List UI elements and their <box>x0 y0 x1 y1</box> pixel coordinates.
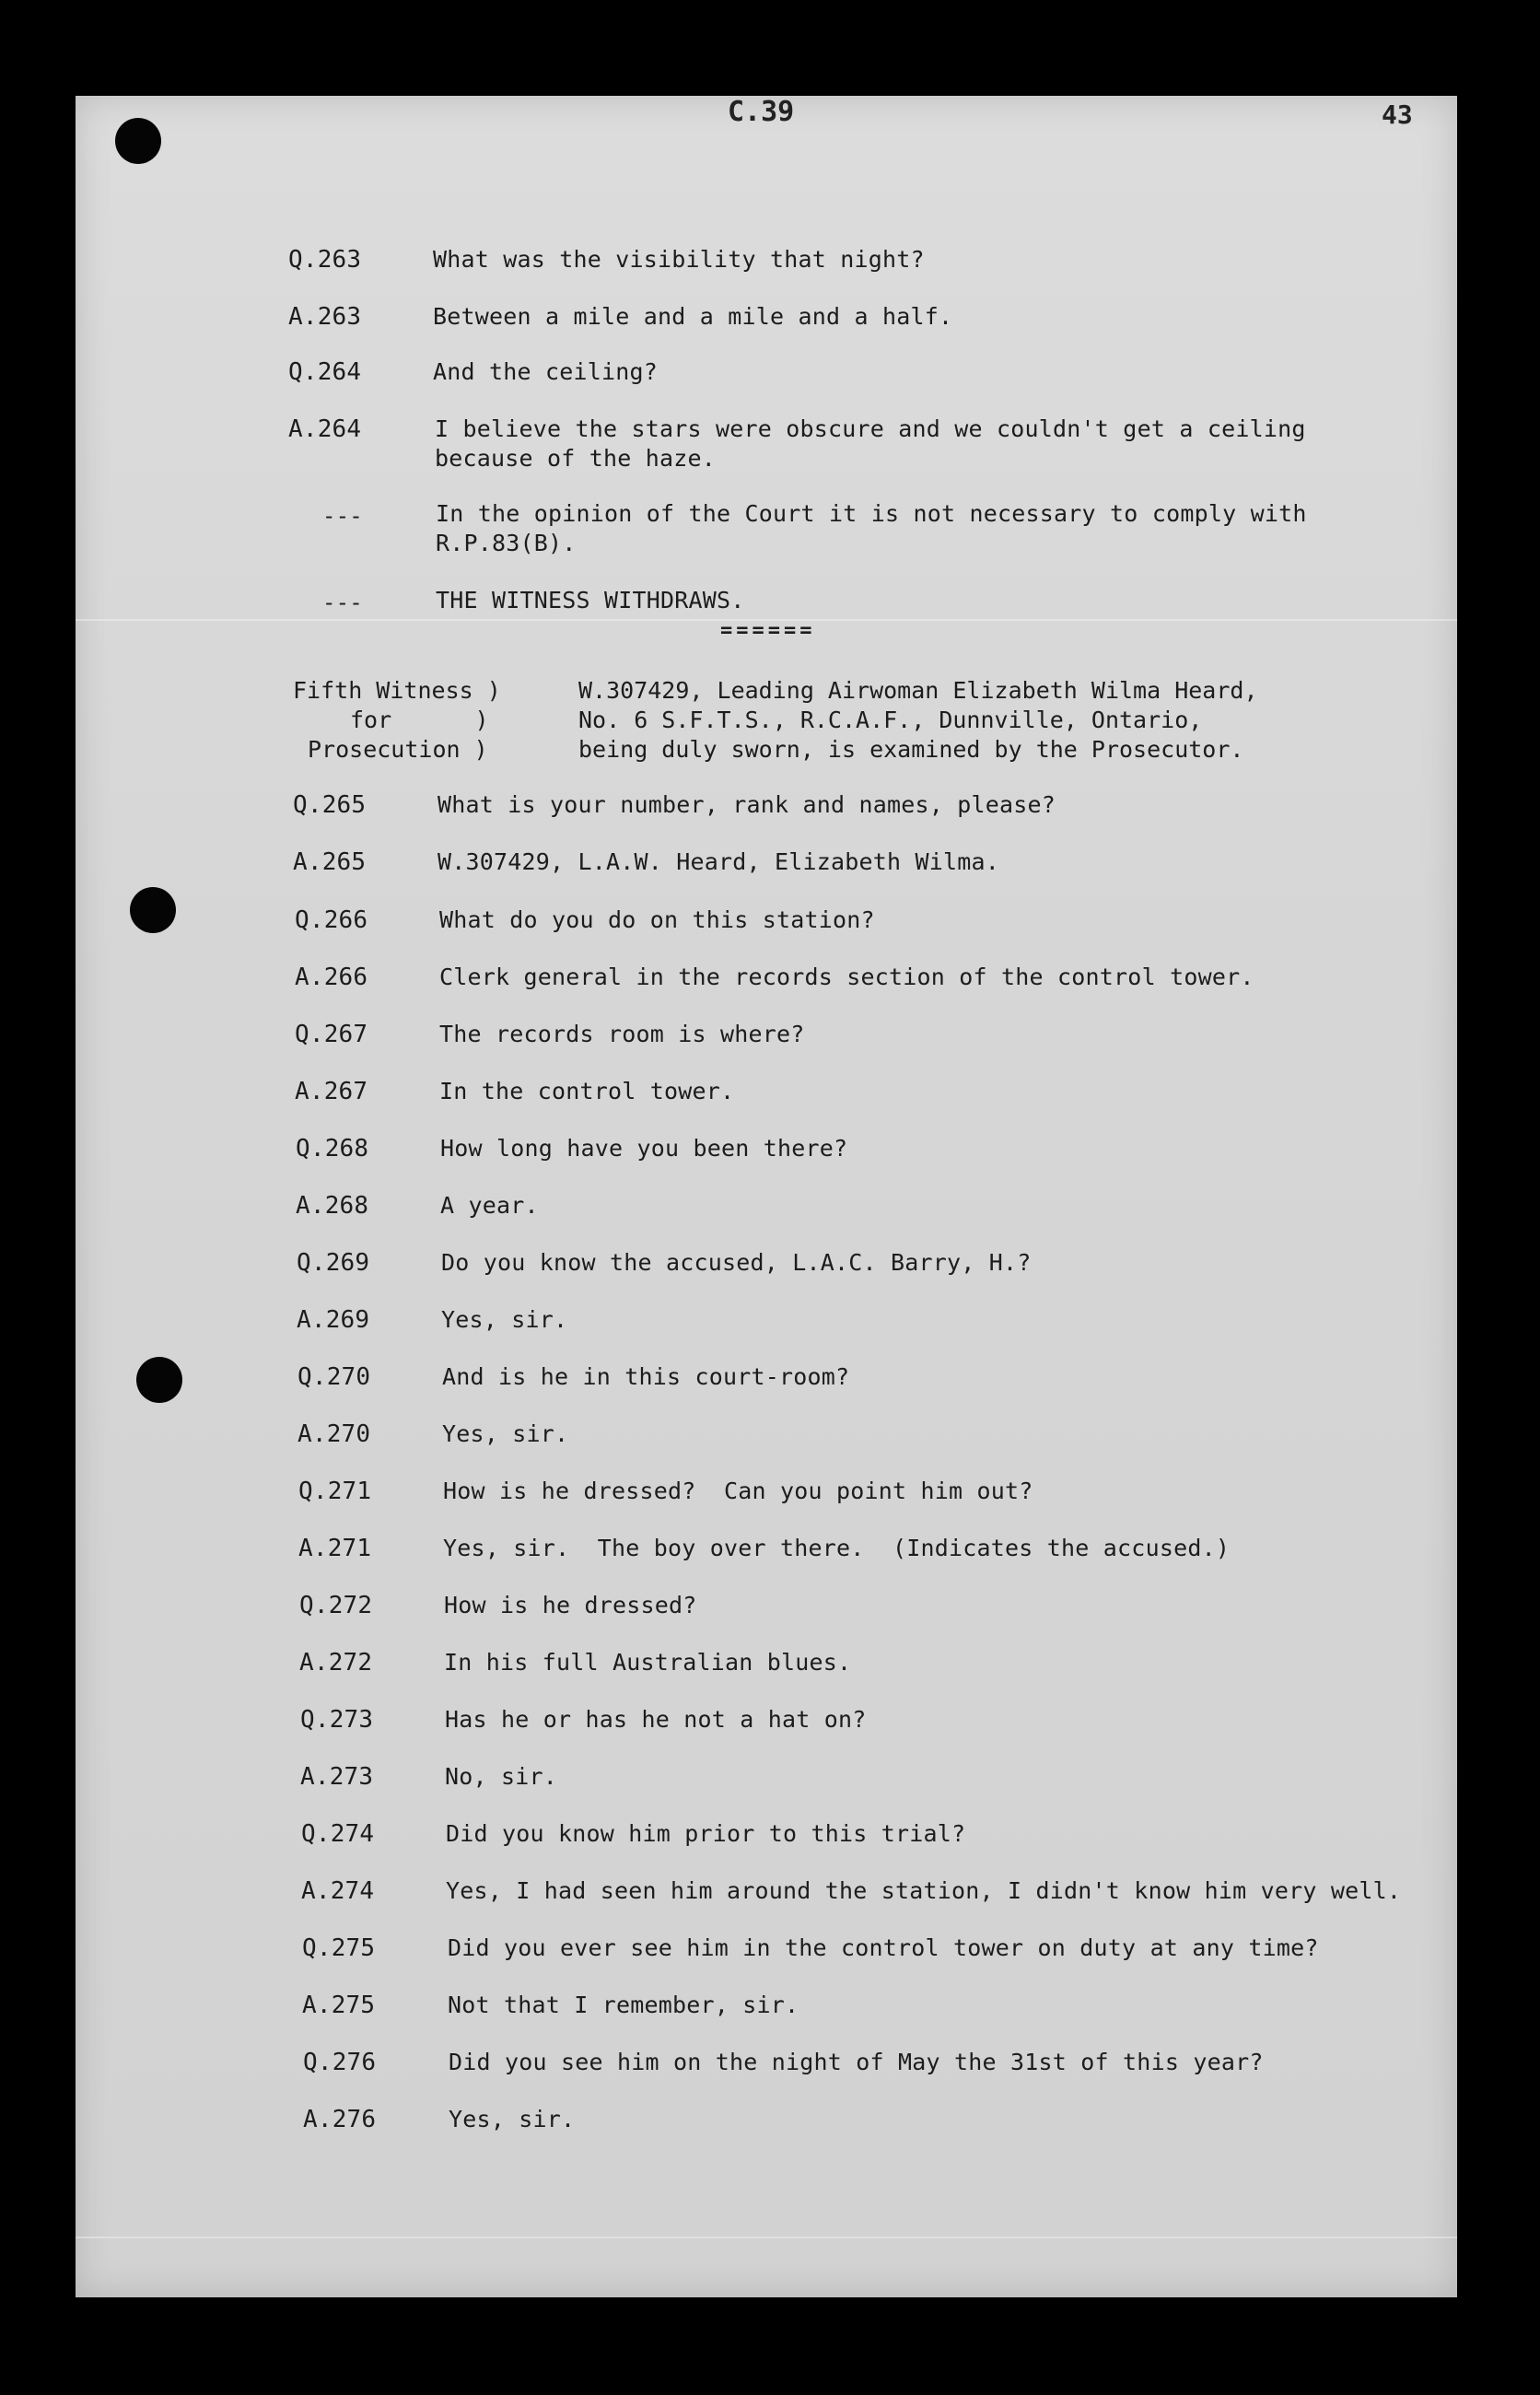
witness-caption-left: Fifth Witness ) <box>293 677 501 704</box>
question-label: Q.274 <box>301 1820 375 1848</box>
punch-hole <box>130 887 176 933</box>
answer-label: A.273 <box>300 1763 374 1791</box>
question-label: Q.268 <box>296 1135 369 1162</box>
answer-label: A.266 <box>295 964 368 991</box>
answer-label: A.269 <box>297 1306 370 1334</box>
note-marker: --- <box>322 503 363 529</box>
page-number: 43 <box>1382 99 1413 130</box>
witness-caption-left: Prosecution ) <box>308 736 488 763</box>
question-label: Q.271 <box>298 1478 372 1505</box>
answer-label: A.271 <box>298 1535 372 1562</box>
question-text: What was the visibility that night? <box>433 246 925 273</box>
question-text: What is your number, rank and names, please? <box>438 791 1056 818</box>
question-text: And the ceiling? <box>433 358 659 385</box>
question-label: Q.269 <box>297 1249 370 1277</box>
question-label: Q.275 <box>302 1934 376 1962</box>
question-label: Q.276 <box>303 2049 377 2076</box>
answer-text: Clerk general in the records section of the control tower. <box>439 964 1254 990</box>
answer-text: Yes, sir. The boy over there. (Indicates the accused.) <box>443 1535 1231 1561</box>
answer-text: Not that I remember, sir. <box>448 1992 799 2018</box>
question-text: The records room is where? <box>439 1021 805 1047</box>
question-text: And is he in this court-room? <box>442 1363 850 1390</box>
question-text: How long have you been there? <box>440 1135 848 1162</box>
answer-text: No, sir. <box>445 1763 558 1790</box>
witness-withdraws: THE WITNESS WITHDRAWS. <box>436 587 745 613</box>
answer-text: W.307429, L.A.W. Heard, Elizabeth Wilma. <box>438 848 1000 875</box>
question-text: Did you see him on the night of May the 31st of this year? <box>449 2049 1264 2075</box>
answer-label: A.274 <box>301 1877 375 1905</box>
answer-text: Between a mile and a mile and a half. <box>433 303 953 330</box>
witness-caption-left: for ) <box>350 707 489 733</box>
question-label: Q.267 <box>295 1021 368 1048</box>
note-marker: --- <box>322 590 363 615</box>
answer-label: A.272 <box>299 1649 373 1676</box>
answer-label: A.275 <box>302 1992 376 2019</box>
question-label: Q.270 <box>298 1363 371 1391</box>
answer-label: A.276 <box>303 2106 377 2133</box>
answer-text: Yes, I had seen him around the station, I didn't know him very well. <box>446 1877 1402 1904</box>
witness-caption-right: W.307429, Leading Airwoman Elizabeth Wilma Heard, <box>578 677 1258 704</box>
question-text: Has he or has he not a hat on? <box>445 1706 867 1733</box>
answer-text: because of the haze. <box>435 445 717 472</box>
answer-text: A year. <box>440 1192 539 1219</box>
witness-caption-right: being duly sworn, is examined by the Prosecutor. <box>578 736 1244 763</box>
court-note: R.P.83(B). <box>436 530 577 556</box>
answer-text: In the control tower. <box>439 1078 735 1104</box>
question-label: Q.263 <box>288 246 362 274</box>
page-reference: C.39 <box>728 96 795 128</box>
answer-text: Yes, sir. <box>442 1420 569 1447</box>
punch-hole <box>136 1357 182 1403</box>
section-separator: ====== <box>720 619 816 642</box>
question-label: Q.265 <box>293 791 367 819</box>
question-label: Q.266 <box>295 906 368 934</box>
answer-label: A.263 <box>288 303 362 331</box>
witness-caption-right: No. 6 S.F.T.S., R.C.A.F., Dunnville, Ontario, <box>578 707 1203 733</box>
answer-label: A.264 <box>288 415 362 443</box>
answer-label: A.267 <box>295 1078 368 1105</box>
question-text: Did you ever see him in the control tower on duty at any time? <box>448 1934 1319 1961</box>
court-note: In the opinion of the Court it is not necessary to comply with <box>436 500 1307 527</box>
question-text: How is he dressed? Can you point him out? <box>443 1478 1033 1504</box>
answer-label: A.270 <box>298 1420 371 1448</box>
question-label: Q.272 <box>299 1592 373 1619</box>
question-text: Do you know the accused, L.A.C. Barry, H.? <box>441 1249 1032 1276</box>
answer-text: In his full Australian blues. <box>444 1649 852 1676</box>
answer-text: Yes, sir. <box>441 1306 568 1333</box>
question-text: Did you know him prior to this trial? <box>446 1820 966 1847</box>
answer-label: A.265 <box>293 848 367 876</box>
answer-text: I believe the stars were obscure and we couldn't get a ceiling <box>435 415 1306 442</box>
question-text: How is he dressed? <box>444 1592 697 1618</box>
paper-fold <box>76 2237 1457 2238</box>
punch-hole <box>115 118 161 164</box>
question-text: What do you do on this station? <box>439 906 875 933</box>
question-label: Q.273 <box>300 1706 374 1734</box>
answer-label: A.268 <box>296 1192 369 1220</box>
answer-text: Yes, sir. <box>449 2106 576 2132</box>
question-label: Q.264 <box>288 358 362 386</box>
